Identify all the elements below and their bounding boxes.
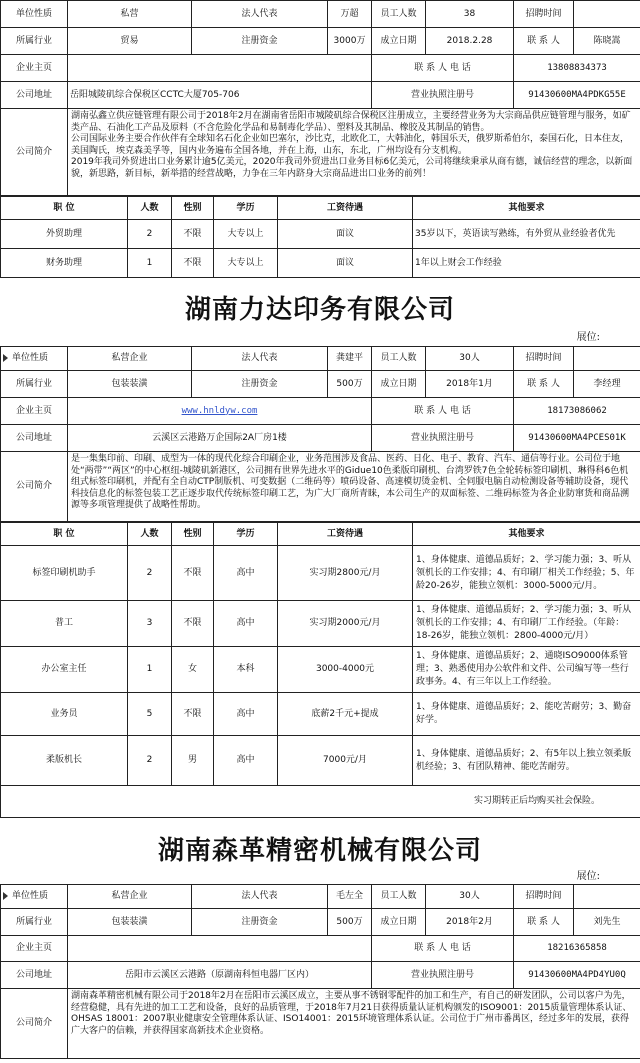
c1-unit-type: 私营 [68, 1, 192, 28]
label-industry: 所属行业 [1, 371, 68, 398]
c2-hire-time [574, 347, 640, 371]
c2-contact: 李经理 [574, 371, 640, 398]
table-row [1, 220, 640, 249]
job-salary: 实习期2800元/月 [278, 546, 413, 601]
job-gender: 不限 [172, 249, 214, 278]
job-req: 1、身体健康、道德品质好；2、通晓ISO9000体系管理；3、熟悉使用办公软件和文件、公司编写等一些行政事务。4、有三年以上工作经验。 [413, 647, 640, 693]
job-gender: 不限 [172, 601, 214, 647]
job-req: 1、身体健康、道德品质好；2、有5年以上独立领柔版机经验；3、有团队精神、能吃苦耐劳。 [413, 736, 640, 786]
label-unit-type: 单位性质 [12, 891, 49, 901]
col-gender: 性别 [172, 523, 214, 546]
label-hire-time: 招聘时间 [514, 347, 574, 371]
c1-contact: 陈晓嵩 [574, 28, 640, 55]
c1-intro: 湖南弘鑫立供应链管理有限公司于2018年2月在湖南省岳阳市城陵矶综合保税区注册成立，主要经营业务为大宗商品供应链管理与服务，如矿类产品、石油化工产品及原料（不含危险化学品和易制毒化学品）、塑料及其制品、橡胶及其制品的销售。 公司国际业务主要合作伙伴有全球知名石化企业如巴塞尔，沙比克，北欧化工，大韩油化，韩国乐天，俄罗斯希伯尔，泰国石化，日本住友，美国陶氏，埃克森美孚等，国内业务遍布全国各地，并在上海，山东，东北，广州均设有分支机构。 2019年我司外贸进出口业务累计逾5亿美元，2020年我司外贸进出口业务目标6亿美元，公司将继续秉承从商有德，诚信经营的理念，以新面貌，新思路，新目标，新举措的经营战略，力争在三年内跻身大宗商品进出口业务的前列！ [68, 109, 640, 196]
c3-hire-time [574, 885, 640, 909]
col-education: 学历 [214, 197, 278, 220]
label-contact-phone: 联 系 人 电 话 [372, 55, 514, 82]
job-salary: 实习期2000元/月 [278, 601, 413, 647]
job-gender: 不限 [172, 546, 214, 601]
c2-homepage-link[interactable]: www.hnldyw.com [181, 405, 258, 416]
label-unit-type: 单位性质 [12, 353, 49, 363]
job-req: 1、身体健康、道德品质好；2、学习能力强；3、听从领机长的工作安排；4、有印刷厂相关工作经验；5、年龄20-26岁，能独立领机：3000-5000元/月。 [413, 546, 640, 601]
label-address: 公司地址 [1, 962, 68, 989]
label-staff-count: 员工人数 [372, 1, 426, 28]
col-headcount: 人数 [128, 197, 172, 220]
job-edu: 高中 [214, 601, 278, 647]
label-legal-rep: 法人代表 [192, 1, 328, 28]
col-education: 学历 [214, 523, 278, 546]
job-count: 2 [128, 736, 172, 786]
job-gender: 不限 [172, 220, 214, 249]
label-address: 公司地址 [1, 425, 68, 452]
c2-legal-rep: 龚建平 [328, 347, 372, 371]
label-contact: 联 系 人 [514, 371, 574, 398]
c1-phone: 13808834373 [514, 55, 640, 82]
col-job: 职 位 [1, 523, 128, 546]
job-title: 财务助理 [1, 249, 128, 278]
label-industry: 所属行业 [1, 28, 68, 55]
c2-industry: 包装装潢 [68, 371, 192, 398]
job-edu: 高中 [214, 693, 278, 736]
job-req: 35岁以下，英语读写熟练，有外贸从业经验者优先 [413, 220, 640, 249]
label-intro: 公司简介 [1, 452, 68, 522]
label-license: 营业执照注册号 [372, 82, 514, 109]
label-intro: 公司简介 [1, 989, 68, 1059]
label-address: 公司地址 [1, 82, 68, 109]
job-edu: 大专以上 [214, 220, 278, 249]
label-est-date: 成立日期 [372, 909, 426, 936]
col-gender: 性别 [172, 197, 214, 220]
company2-name: 湖南力达印务有限公司 [184, 295, 455, 325]
job-title: 普工 [1, 601, 128, 647]
c1-industry: 贸易 [68, 28, 192, 55]
c3-phone: 18216365858 [514, 936, 640, 962]
table-row [1, 647, 640, 693]
company1-jobs-table [0, 196, 640, 278]
label-intro: 公司简介 [1, 109, 68, 196]
label-contact: 联 系 人 [514, 28, 574, 55]
table-row [1, 249, 640, 278]
job-req: 1年以上财会工作经验 [413, 249, 640, 278]
company1-info-table [0, 0, 640, 196]
job-gender: 不限 [172, 693, 214, 736]
col-requirements: 其他要求 [413, 197, 640, 220]
c1-license: 91430600MA4PDKG55E [514, 82, 640, 109]
label-hire-time: 招聘时间 [514, 885, 574, 909]
label-homepage: 企业主页 [1, 936, 68, 962]
job-edu: 大专以上 [214, 249, 278, 278]
job-count: 3 [128, 601, 172, 647]
label-est-date: 成立日期 [372, 28, 426, 55]
c3-industry: 包装装潢 [68, 909, 192, 936]
job-title: 标签印刷机助手 [1, 546, 128, 601]
job-title: 外贸助理 [1, 220, 128, 249]
job-salary: 底薪2千元+提成 [278, 693, 413, 736]
col-headcount: 人数 [128, 523, 172, 546]
label-homepage: 企业主页 [1, 55, 68, 82]
booth-label: 展位: [576, 871, 600, 882]
company2-booth [0, 330, 640, 346]
c1-legal-rep: 万超 [328, 1, 372, 28]
job-title: 柔版机长 [1, 736, 128, 786]
label-contact-phone: 联 系 人 电 话 [372, 936, 514, 962]
job-count: 2 [128, 220, 172, 249]
label-est-date: 成立日期 [372, 371, 426, 398]
company2-info-table [0, 346, 640, 522]
triangle-icon [3, 892, 8, 900]
job-salary: 面议 [278, 220, 413, 249]
c3-homepage [68, 936, 372, 962]
c2-est-date: 2018年1月 [426, 371, 514, 398]
c2-footer-note: 实习期转正后均购买社会保险。 [1, 786, 640, 818]
label-legal-rep: 法人代表 [192, 347, 328, 371]
triangle-icon [3, 354, 8, 362]
c1-est-date: 2018.2.28 [426, 28, 514, 55]
job-title: 业务员 [1, 693, 128, 736]
c1-homepage [68, 55, 372, 82]
c3-legal-rep: 毛左全 [328, 885, 372, 909]
label-reg-capital: 注册资金 [192, 909, 328, 936]
job-count: 1 [128, 249, 172, 278]
c3-staff-count: 30人 [426, 885, 514, 909]
job-req: 1、身体健康、道德品质好；2、学习能力强；3、听从领机长的工作安排；4、有印刷厂工作经验。（年龄：18-26岁，能独立领机：2800-4000元/月） [413, 601, 640, 647]
label-legal-rep: 法人代表 [192, 885, 328, 909]
c2-intro: 是一集集印前、印刷、成型为一体的现代化综合印刷企业，业务范围涉及食品、医药、日化、电子、教育、汽车、通信等行业。公司位于地处“两带”“两区”的中心枢纽-城陵矶新港区，公司拥有世界先进水平的Gidue10色柔版印刷机、台湾罗铁7色全轮转标签印刷机、琳得科6色机组式标签印刷机，并配有全自动CTP制版机、可变数据（二维码等）喷码设备、高速模切烫金机、全伺服电脑自动检测设备等辅助设备，现代科技信息化的标签包装工艺正逐步取代传统标签印刷工艺，为广大厂商所青睐，本公司生产的双面标签、二维码标签为各企业防窜货和商品溯源等多项管理提供了战略性帮助。 [68, 452, 640, 522]
label-staff-count: 员工人数 [372, 885, 426, 909]
col-salary: 工资待遇 [278, 523, 413, 546]
c2-staff-count: 30人 [426, 347, 514, 371]
company3-info-table [0, 884, 640, 1059]
label-reg-capital: 注册资金 [192, 371, 328, 398]
label-unit-type: 单位性质 [1, 1, 68, 28]
c3-est-date: 2018年2月 [426, 909, 514, 936]
job-title: 办公室主任 [1, 647, 128, 693]
job-edu: 高中 [214, 736, 278, 786]
c2-license: 91430600MA4PCES01K [514, 425, 640, 452]
c3-contact: 刘先生 [574, 909, 640, 936]
c3-intro: 湖南森革精密机械有限公司于2018年2月在岳阳市云溪区成立，主要从事不锈钢零配件的加工和生产，有自己的研发团队，公司以客户为先，经营稳健，具有先进的加工工艺和设备，良好的品质管理，于2018年7月21日获得质量认证机构颁发的ISO9001：2015质量管理体系认证、OHSAS 18001：2007职业健康安全管理体系认证、ISO14001：2015环境管理体系认证。公司位于广州市番禺区，经过多年的发展，获得广大客户的信赖，并获得国家高新技术企业资格。 [68, 989, 640, 1059]
label-reg-capital: 注册资金 [192, 28, 328, 55]
label-contact-phone: 联 系 人 电 话 [372, 398, 514, 425]
c2-phone: 18173086062 [514, 398, 640, 425]
col-job: 职 位 [1, 197, 128, 220]
c1-address: 岳阳城陵矶综合保税区CCTC大厦705-706 [68, 82, 372, 109]
col-requirements: 其他要求 [413, 523, 640, 546]
c2-reg-capital: 500万 [328, 371, 372, 398]
c3-license: 91430600MA4PD4YU0Q [514, 962, 640, 989]
c2-unit-type: 私营企业 [68, 347, 192, 371]
table-row [1, 601, 640, 647]
c3-unit-type: 私营企业 [68, 885, 192, 909]
label-industry: 所属行业 [1, 909, 68, 936]
c1-reg-capital: 3000万 [328, 28, 372, 55]
col-salary: 工资待遇 [278, 197, 413, 220]
c1-staff-count: 38 [426, 1, 514, 28]
job-edu: 本科 [214, 647, 278, 693]
label-homepage: 企业主页 [1, 398, 68, 425]
label-license: 营业执照注册号 [372, 425, 514, 452]
label-license: 营业执照注册号 [372, 962, 514, 989]
job-gender: 男 [172, 736, 214, 786]
job-count: 2 [128, 546, 172, 601]
company2-jobs-table [0, 522, 640, 818]
job-edu: 高中 [214, 546, 278, 601]
label-staff-count: 员工人数 [372, 347, 426, 371]
c1-hire-time [574, 1, 640, 28]
c3-reg-capital: 500万 [328, 909, 372, 936]
job-salary: 3000-4000元 [278, 647, 413, 693]
job-count: 1 [128, 647, 172, 693]
job-gender: 女 [172, 647, 214, 693]
booth-label: 展位: [576, 332, 600, 343]
job-count: 5 [128, 693, 172, 736]
table-row [1, 546, 640, 601]
job-salary: 面议 [278, 249, 413, 278]
job-salary: 7000元/月 [278, 736, 413, 786]
company3-name: 湖南森革精密机械有限公司 [157, 836, 482, 866]
c3-address: 岳阳市云溪区云港路（原湖南科恒电器厂区内） [68, 962, 372, 989]
label-hire-time: 招聘时间 [514, 1, 574, 28]
table-row [1, 736, 640, 786]
company3-booth [0, 870, 640, 884]
job-req: 1、身体健康、道德品质好；2、能吃苦耐劳；3、勤奋好学。 [413, 693, 640, 736]
table-row [1, 693, 640, 736]
label-contact: 联 系 人 [514, 909, 574, 936]
c2-address: 云溪区云港路万企国际2A厂房1楼 [68, 425, 372, 452]
